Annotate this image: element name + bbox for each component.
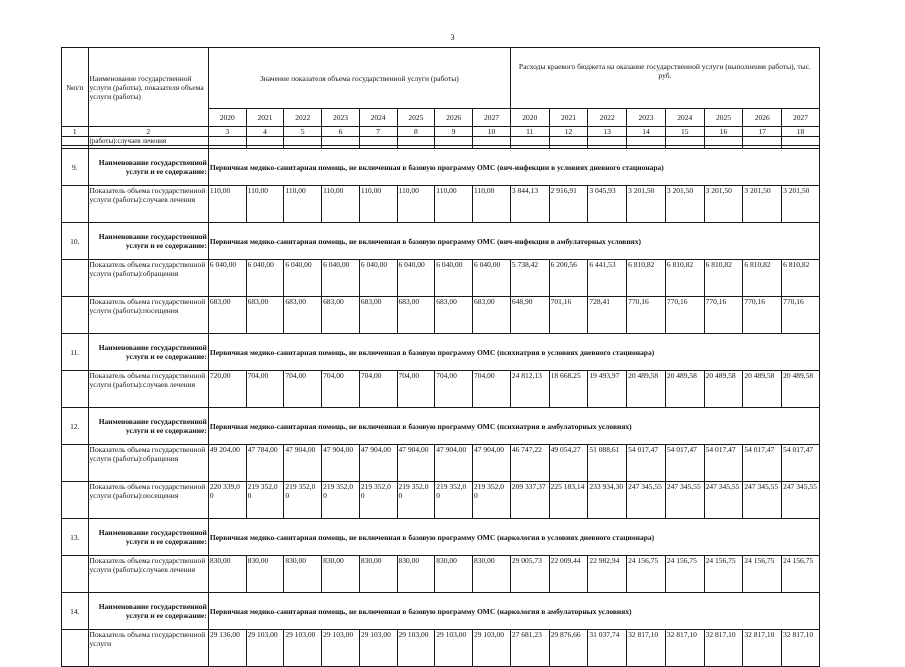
- column-number-cell: 11: [510, 127, 549, 137]
- value-cell: 704,00: [473, 371, 511, 408]
- indicator-label: Показатель объема государственной услуги (работы):посещения: [88, 482, 208, 519]
- value-cell: 701,16: [549, 297, 588, 334]
- service-title: Первичная медико-санитарная помощь, не включенная в базовую программу ОМС (наркология в амбулаторных условиях): [208, 593, 819, 630]
- value-cell: 24 156,75: [782, 556, 820, 593]
- value-cell: 6 200,56: [549, 260, 588, 297]
- service-title: Первичная медико-санитарная помощь, не включенная в базовую программу ОМС (вич-инфекции в условиях дневного стационара): [208, 149, 819, 186]
- indicator-label: Показатель объема государственной услуги (работы):обращения: [88, 445, 208, 482]
- column-number-cell: 6: [322, 127, 360, 137]
- value-cell: 32 817,10: [782, 630, 820, 667]
- value-cell: 225 183,14: [549, 482, 588, 519]
- page-number: 3: [450, 33, 455, 42]
- value-cell: 29 876,66: [549, 630, 588, 667]
- value-cell: 683,00: [322, 297, 360, 334]
- value-cell: 648,90: [510, 297, 549, 334]
- cont-empty-cell: [359, 137, 397, 146]
- value-cell: 24 812,13: [510, 371, 549, 408]
- table-row: [62, 297, 820, 334]
- cont-empty-cell: [208, 137, 246, 146]
- value-cell: 29 103,00: [322, 630, 360, 667]
- value-cell: 47 904,00: [435, 445, 473, 482]
- year-cell: 2026: [435, 109, 473, 127]
- value-cell: 704,00: [322, 371, 360, 408]
- column-number-cell: 4: [246, 127, 284, 137]
- section-number: 9.: [62, 149, 89, 186]
- service-row: [62, 334, 820, 371]
- table-row: [62, 482, 820, 519]
- value-cell: 830,00: [359, 556, 397, 593]
- value-cell: 770,16: [665, 297, 704, 334]
- value-cell: 683,00: [284, 297, 322, 334]
- value-cell: 29 103,00: [246, 630, 284, 667]
- value-cell: 110,00: [284, 186, 322, 223]
- expense-header: Расходы краевого бюджета на оказание государственной услуги (выполнение работы), тыс. руб.: [510, 48, 819, 109]
- value-cell: 247 345,55: [743, 482, 782, 519]
- value-cell: 31 037,74: [588, 630, 627, 667]
- value-cell: 704,00: [359, 371, 397, 408]
- table-row: [62, 445, 820, 482]
- value-cell: 24 156,75: [627, 556, 666, 593]
- value-cell: 110,00: [435, 186, 473, 223]
- table-row: [62, 186, 820, 223]
- service-title: Первичная медико-санитарная помощь, не включенная в базовую программу ОМС (психиатрия в условиях дневного стационара): [208, 334, 819, 371]
- value-cell: 110,00: [208, 186, 246, 223]
- value-cell: 47 904,00: [284, 445, 322, 482]
- value-cell: 20 489,58: [782, 371, 820, 408]
- header-row: [62, 48, 820, 109]
- value-cell: 219 352,0 0: [246, 482, 284, 519]
- cont-empty-cell: [782, 137, 820, 146]
- value-cell: 6 040,00: [208, 260, 246, 297]
- value-cell: 219 352,0 0: [284, 482, 322, 519]
- value-cell: 830,00: [246, 556, 284, 593]
- column-number-cell: 1: [62, 127, 89, 137]
- value-cell: 683,00: [473, 297, 511, 334]
- expense-year-cell: 2025: [704, 109, 743, 127]
- value-cell: 6 040,00: [473, 260, 511, 297]
- value-cell: 2 916,91: [549, 186, 588, 223]
- value-cell: 29 136,00: [208, 630, 246, 667]
- row-num-cell: [62, 371, 89, 408]
- cont-empty-cell: [397, 137, 435, 146]
- value-cell: 770,16: [782, 297, 820, 334]
- cont-empty-cell: [473, 137, 511, 146]
- value-cell: 247 345,55: [704, 482, 743, 519]
- year-cell: 2027: [473, 109, 511, 127]
- expense-year-cell: 2027: [782, 109, 820, 127]
- service-title: Первичная медико-санитарная помощь, не включенная в базовую программу ОМС (психиатрия в амбулаторных условиях): [208, 408, 819, 445]
- value-cell: 6 040,00: [284, 260, 322, 297]
- value-cell: 24 156,75: [665, 556, 704, 593]
- service-title: Первичная медико-санитарная помощь, не включенная в базовую программу ОМС (наркология в условиях дневного стационара): [208, 519, 819, 556]
- section-number: 12.: [62, 408, 89, 445]
- section-number: 10.: [62, 223, 89, 260]
- cont-empty-cell: [665, 137, 704, 146]
- num-header: №п/п: [62, 48, 89, 127]
- value-cell: 47 904,00: [397, 445, 435, 482]
- table-row: [62, 260, 820, 297]
- service-label: Наименование государственной услуги и ее содержание:: [88, 593, 208, 630]
- value-cell: 19 493,97: [588, 371, 627, 408]
- value-cell: 3 201,50: [743, 186, 782, 223]
- value-cell: 5 738,42: [510, 260, 549, 297]
- value-cell: 247 345,55: [665, 482, 704, 519]
- value-cell: 24 156,75: [704, 556, 743, 593]
- column-number-cell: 18: [782, 127, 820, 137]
- value-cell: 3 201,50: [665, 186, 704, 223]
- value-cell: 47 784,00: [246, 445, 284, 482]
- value-cell: 110,00: [473, 186, 511, 223]
- indicator-label: Показатель объема государственной услуги (работы):обращения: [88, 260, 208, 297]
- value-cell: 54 017,47: [704, 445, 743, 482]
- row-num-cell: [62, 482, 89, 519]
- value-cell: 683,00: [397, 297, 435, 334]
- year-cell: 2023: [322, 109, 360, 127]
- row-num-cell: [62, 556, 89, 593]
- value-cell: 20 489,58: [665, 371, 704, 408]
- row-num-cell: [62, 186, 89, 223]
- value-cell: 29 103,00: [473, 630, 511, 667]
- year-cell: 2022: [284, 109, 322, 127]
- value-cell: 47 904,00: [473, 445, 511, 482]
- year-cell: 2020: [208, 109, 246, 127]
- value-cell: 20 489,58: [704, 371, 743, 408]
- value-cell: 22 009,44: [549, 556, 588, 593]
- value-cell: 6 810,82: [627, 260, 666, 297]
- value-cell: 46 747,22: [510, 445, 549, 482]
- value-cell: 704,00: [246, 371, 284, 408]
- service-label: Наименование государственной услуги и ее содержание:: [88, 334, 208, 371]
- column-number-cell: 12: [549, 127, 588, 137]
- value-cell: 54 017,47: [627, 445, 666, 482]
- row-num-cell: [62, 630, 89, 667]
- value-cell: 6 810,82: [743, 260, 782, 297]
- service-label: Наименование государственной услуги и ее содержание:: [88, 408, 208, 445]
- value-cell: 728,41: [588, 297, 627, 334]
- cont-empty-cell: [627, 137, 666, 146]
- indicator-label: Показатель объема государственной услуги: [88, 630, 208, 667]
- value-cell: 24 156,75: [743, 556, 782, 593]
- column-number-cell: 5: [284, 127, 322, 137]
- year-cell: 2021: [246, 109, 284, 127]
- value-cell: 219 352,0 0: [359, 482, 397, 519]
- table-row: [62, 371, 820, 408]
- service-label: Наименование государственной услуги и ее содержание:: [88, 149, 208, 186]
- value-cell: 683,00: [435, 297, 473, 334]
- table-row: [62, 630, 820, 667]
- cont-empty-cell: [246, 137, 284, 146]
- value-cell: 20 489,58: [627, 371, 666, 408]
- value-cell: 22 982,94: [588, 556, 627, 593]
- column-numbers-row: [62, 127, 820, 137]
- service-row: [62, 149, 820, 186]
- value-cell: 54 017,47: [665, 445, 704, 482]
- column-number-cell: 8: [397, 127, 435, 137]
- section-number: 11.: [62, 334, 89, 371]
- expense-year-cell: 2021: [549, 109, 588, 127]
- expense-year-cell: 2026: [743, 109, 782, 127]
- value-cell: 830,00: [208, 556, 246, 593]
- year-cell: 2024: [359, 109, 397, 127]
- value-cell: 6 810,82: [704, 260, 743, 297]
- value-cell: 18 668,25: [549, 371, 588, 408]
- column-number-cell: 3: [208, 127, 246, 137]
- cont-empty-cell: [510, 137, 549, 146]
- column-number-cell: 10: [473, 127, 511, 137]
- value-cell: 770,16: [627, 297, 666, 334]
- cont-empty-cell: [322, 137, 360, 146]
- value-cell: 110,00: [397, 186, 435, 223]
- value-cell: 683,00: [208, 297, 246, 334]
- value-cell: 6 040,00: [322, 260, 360, 297]
- value-cell: 830,00: [397, 556, 435, 593]
- column-number-cell: 9: [435, 127, 473, 137]
- cont-num-cell: [62, 137, 89, 146]
- value-cell: 704,00: [284, 371, 322, 408]
- value-cell: 219 352,0 0: [397, 482, 435, 519]
- value-cell: 3 201,50: [704, 186, 743, 223]
- column-number-cell: 2: [88, 127, 208, 137]
- service-title: Первичная медико-санитарная помощь, не включенная в базовую программу ОМС (вич-инфекция в амбулаторных условиях): [208, 223, 819, 260]
- value-cell: 6 810,82: [665, 260, 704, 297]
- column-number-cell: 15: [665, 127, 704, 137]
- value-cell: 6 441,53: [588, 260, 627, 297]
- indicator-label: Показатель объема государственной услуги (работы):случаев лечения: [88, 371, 208, 408]
- cont-empty-cell: [284, 137, 322, 146]
- column-number-cell: 16: [704, 127, 743, 137]
- value-cell: 49 054,27: [549, 445, 588, 482]
- value-cell: 830,00: [284, 556, 322, 593]
- value-cell: 29 103,00: [397, 630, 435, 667]
- value-cell: 29 103,00: [284, 630, 322, 667]
- value-cell: 20 489,58: [743, 371, 782, 408]
- value-cell: 54 017,47: [743, 445, 782, 482]
- indicator-label: Показатель объема государственной услуги (работы):случаев лечения: [88, 186, 208, 223]
- cont-empty-cell: [435, 137, 473, 146]
- value-cell: 6 040,00: [397, 260, 435, 297]
- value-cell: 704,00: [435, 371, 473, 408]
- volume-header: Значение показателя объема государственной услуги (работы): [208, 48, 510, 109]
- value-cell: 32 817,10: [665, 630, 704, 667]
- service-label: Наименование государственной услуги и ее содержание:: [88, 223, 208, 260]
- indicator-label: Показатель объема государственной услуги (работы):случаев лечения: [88, 556, 208, 593]
- indicator-label: Показатель объема государственной услуги (работы):посещения: [88, 297, 208, 334]
- section-number: 14.: [62, 593, 89, 630]
- column-number-cell: 14: [627, 127, 666, 137]
- cont-empty-cell: [588, 137, 627, 146]
- value-cell: 54 017,47: [782, 445, 820, 482]
- service-row: [62, 408, 820, 445]
- value-cell: 6 040,00: [435, 260, 473, 297]
- value-cell: 219 352,0 0: [435, 482, 473, 519]
- row-num-cell: [62, 297, 89, 334]
- value-cell: 830,00: [435, 556, 473, 593]
- value-cell: 3 844,13: [510, 186, 549, 223]
- service-row: [62, 593, 820, 630]
- expense-year-cell: 2020: [510, 109, 549, 127]
- expense-year-cell: 2023: [627, 109, 666, 127]
- value-cell: 110,00: [322, 186, 360, 223]
- value-cell: 830,00: [473, 556, 511, 593]
- value-cell: 770,16: [743, 297, 782, 334]
- expense-year-cell: 2022: [588, 109, 627, 127]
- name-header: Наименование государственной услуги (работы), показателя объема услуги (работы): [88, 48, 208, 127]
- cont-empty-cell: [743, 137, 782, 146]
- service-row: [62, 223, 820, 260]
- value-cell: 29 005,73: [510, 556, 549, 593]
- continuation-label: (работы):случаев лечения: [88, 137, 208, 146]
- cont-empty-cell: [704, 137, 743, 146]
- value-cell: 6 810,82: [782, 260, 820, 297]
- row-num-cell: [62, 445, 89, 482]
- cont-empty-cell: [549, 137, 588, 146]
- value-cell: 51 088,61: [588, 445, 627, 482]
- value-cell: 29 103,00: [359, 630, 397, 667]
- value-cell: 770,16: [704, 297, 743, 334]
- section-number: 13.: [62, 519, 89, 556]
- value-cell: 27 681,23: [510, 630, 549, 667]
- value-cell: 219 352,0 0: [322, 482, 360, 519]
- value-cell: 6 040,00: [359, 260, 397, 297]
- value-cell: 47 904,00: [359, 445, 397, 482]
- service-label: Наименование государственной услуги и ее содержание:: [88, 519, 208, 556]
- value-cell: 247 345,55: [782, 482, 820, 519]
- value-cell: 6 040,00: [246, 260, 284, 297]
- value-cell: 830,00: [322, 556, 360, 593]
- continuation-row: [62, 137, 820, 146]
- value-cell: 233 934,30: [588, 482, 627, 519]
- value-cell: 32 817,10: [627, 630, 666, 667]
- value-cell: 29 103,00: [435, 630, 473, 667]
- value-cell: 3 045,93: [588, 186, 627, 223]
- value-cell: 704,00: [397, 371, 435, 408]
- value-cell: 247 345,55: [627, 482, 666, 519]
- data-table: [61, 47, 820, 667]
- value-cell: 32 817,10: [704, 630, 743, 667]
- value-cell: 219 352,0 0: [473, 482, 511, 519]
- value-cell: 47 904,00: [322, 445, 360, 482]
- value-cell: 110,00: [359, 186, 397, 223]
- value-cell: 220 339,0 0: [208, 482, 246, 519]
- column-number-cell: 13: [588, 127, 627, 137]
- expense-year-cell: 2024: [665, 109, 704, 127]
- value-cell: 683,00: [359, 297, 397, 334]
- value-cell: 110,00: [246, 186, 284, 223]
- row-num-cell: [62, 260, 89, 297]
- value-cell: 683,00: [246, 297, 284, 334]
- year-cell: 2025: [397, 109, 435, 127]
- column-number-cell: 7: [359, 127, 397, 137]
- value-cell: 3 201,50: [782, 186, 820, 223]
- value-cell: 720,00: [208, 371, 246, 408]
- service-row: [62, 519, 820, 556]
- value-cell: 32 817,10: [743, 630, 782, 667]
- value-cell: 209 337,37: [510, 482, 549, 519]
- table-row: [62, 556, 820, 593]
- value-cell: 3 201,50: [627, 186, 666, 223]
- value-cell: 49 204,00: [208, 445, 246, 482]
- column-number-cell: 17: [743, 127, 782, 137]
